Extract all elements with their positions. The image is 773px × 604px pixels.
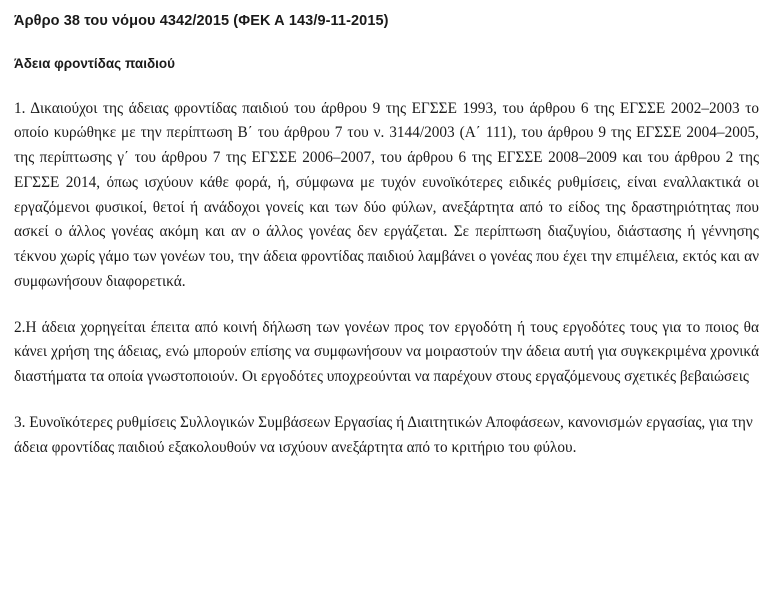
paragraph-1: 1. Δικαιούχοι της άδειας φροντίδας παιδιού του άρθρου 9 της ΕΓΣΣΕ 1993, του άρθρου 6 της ΕΓΣΣΕ 2002–2003 το οποίο κυρώθηκε με την περίπτωση Β΄ του άρθρου 7 του ν. 3144/2003 (Α΄ 111), του άρθρου 9 της ΕΓΣΣΕ 2004–2005, της περίπτωσης γ΄ του άρθρου 7 της ΕΓΣΣΕ 2006–2007, του άρθρου 6 της ΕΓΣΣΕ 2008–2009 και του άρθρου 2 της ΕΓΣΣΕ 2014, όπως ισχύουν κάθε φορά, ή, σύμφωνα με τυχόν ευνοϊκότερες ειδικές ρυθμίσεις, είναι εναλλακτικά οι εργαζόμενοι φυσικοί, θετοί ή ανάδοχοι γονείς και των δύο φύλων, ανεξάρτητα από το είδος της δραστηριότητας που ασκεί ο άλλος γονέας ακόμη και αν ο άλλος γονέας δεν εργάζεται. Σε περίπτωση διαζυγίου, διάστασης ή γέννησης τέκνου χωρίς γάμο των γονέων του, την άδεια φροντίδας παιδιού λαμβάνει ο γονέας που έχει την επιμέλεια, εκτός και αν συμφωνήσουν διαφορετικά.	[14, 99, 759, 290]
paragraph-3: 3. Ευνοϊκότερες ρυθμίσεις Συλλογικών Συμβάσεων Εργασίας ή Διαιτητικών Αποφάσεων, κανονισμών εργασίας, για την άδεια φροντίδας παιδιού εξακολουθούν να ισχύουν ανεξάρτητα από το κριτήριο του φύλου.	[14, 413, 753, 456]
paragraph-2: 2.Η άδεια χορηγείται έπειτα από κοινή δήλωση των γονέων προς τον εργοδότη ή τους εργοδότες τους για το ποιος θα κάνει χρήση της άδειας, ενώ μπορούν επίσης να συμφωνήσουν να μοιραστούν την άδεια αυτή για συγκεκριμένα χρονικά διαστήματα τα οποία γνωστοποιούν. Οι εργοδότες υποχρεούνται να παρέχουν στους εργαζόμενους σχετικές βεβαιώσεις	[14, 318, 759, 386]
page-title: Άρθρο 38 του νόμου 4342/2015 (ΦΕΚ Α 143/9-11-2015)	[14, 13, 389, 29]
document-subtitle: Άδεια φροντίδας παιδιού	[14, 55, 175, 71]
